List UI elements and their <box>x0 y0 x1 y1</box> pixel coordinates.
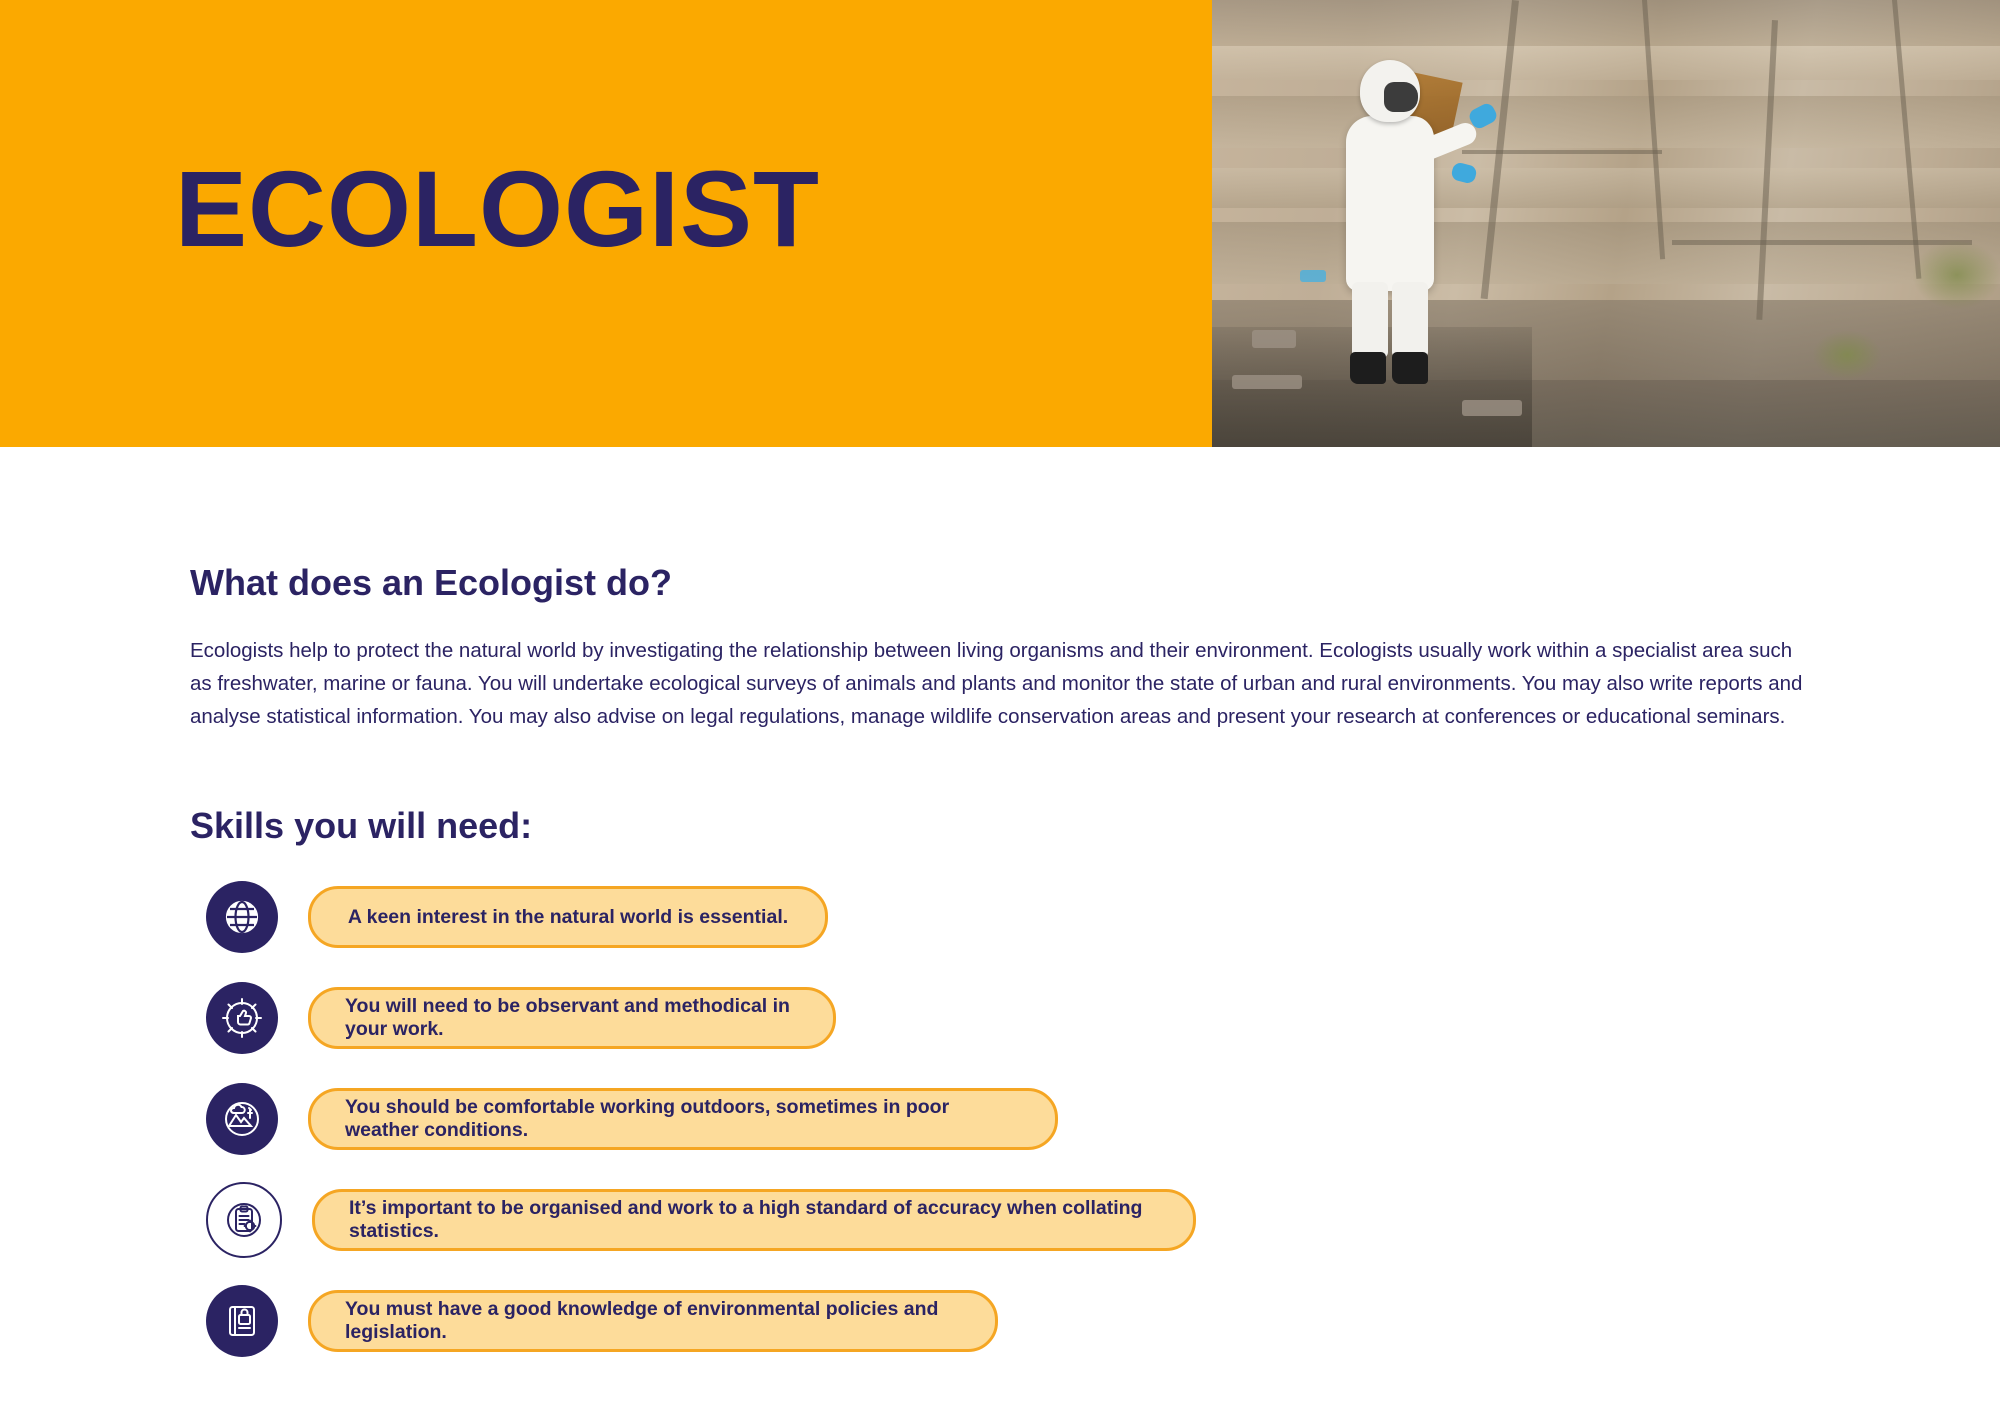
worker-boot <box>1392 352 1428 384</box>
list-item <box>190 1281 1810 1361</box>
skill-text: You must have a good knowledge of environmental policies and legislation. <box>345 1298 939 1343</box>
list-item <box>190 877 1810 957</box>
rock-stratum <box>1212 46 2000 80</box>
photo-debris <box>1462 400 1522 416</box>
skill-text: It’s important to be organised and work to a high standard of accuracy when collating statistics. <box>349 1197 1143 1242</box>
rock-stratum <box>1212 0 2000 46</box>
skill-text: A keen interest in the natural world is essential. <box>347 905 789 928</box>
skill-text: You should be comfortable working outdoors, sometimes in poor weather conditions. <box>345 1096 950 1141</box>
rock-stratum <box>1212 222 2000 284</box>
photo-debris <box>1252 330 1296 348</box>
about-heading: What does an Ecologist do? <box>190 562 673 603</box>
vegetation-patch <box>1912 240 2000 310</box>
mountain-weather-icon <box>206 1083 278 1155</box>
skills-heading: Skills you will need: <box>190 805 533 846</box>
worker-leg <box>1392 282 1428 358</box>
skill-pill <box>308 1088 1058 1150</box>
skill-pill <box>312 1189 1196 1251</box>
skill-text: You will need to be observant and methodical in your work. <box>345 995 790 1040</box>
rock-stratum <box>1212 96 2000 148</box>
rock-crack <box>1462 150 1662 154</box>
globe-icon <box>206 881 278 953</box>
vegetation-patch <box>1812 330 1882 380</box>
page-header <box>0 0 2000 447</box>
list-item <box>190 1180 1810 1260</box>
respirator-mask-icon <box>1384 82 1418 112</box>
rock-crack <box>1672 240 1972 245</box>
header-photo <box>1212 0 2000 447</box>
photo-debris <box>1300 270 1326 282</box>
skill-pill <box>308 886 828 948</box>
page-title: ECOLOGIST <box>175 147 821 269</box>
list-item <box>190 1079 1810 1159</box>
about-text: Ecologists help to protect the natural world by investigating the relationship between living organisms and their environment. Ecologists usually work within a specialist area such as freshwater, marine or fauna. You will undertake ecological surveys of animals and plants and monitor the state of urban and rural environments. You may also write reports and analyse statistical information. You may also advise on legal regulations, manage wildlife conservation areas and present your research at conferences or educational seminars. <box>190 639 1803 728</box>
clipboard-gear-icon <box>206 1182 282 1258</box>
list-item <box>190 978 1810 1058</box>
gear-thumbs-up-icon <box>206 982 278 1054</box>
header-color-band <box>0 0 1212 447</box>
worker-boot <box>1350 352 1386 384</box>
skill-pill <box>308 987 836 1049</box>
main-content <box>0 562 2000 1361</box>
book-lock-icon <box>206 1285 278 1357</box>
photo-debris <box>1232 375 1302 389</box>
skills-list <box>190 877 1810 1361</box>
worker-leg <box>1352 282 1388 358</box>
worker-figure <box>1332 60 1452 390</box>
rock-stratum <box>1212 168 2000 208</box>
skill-pill <box>308 1290 998 1352</box>
